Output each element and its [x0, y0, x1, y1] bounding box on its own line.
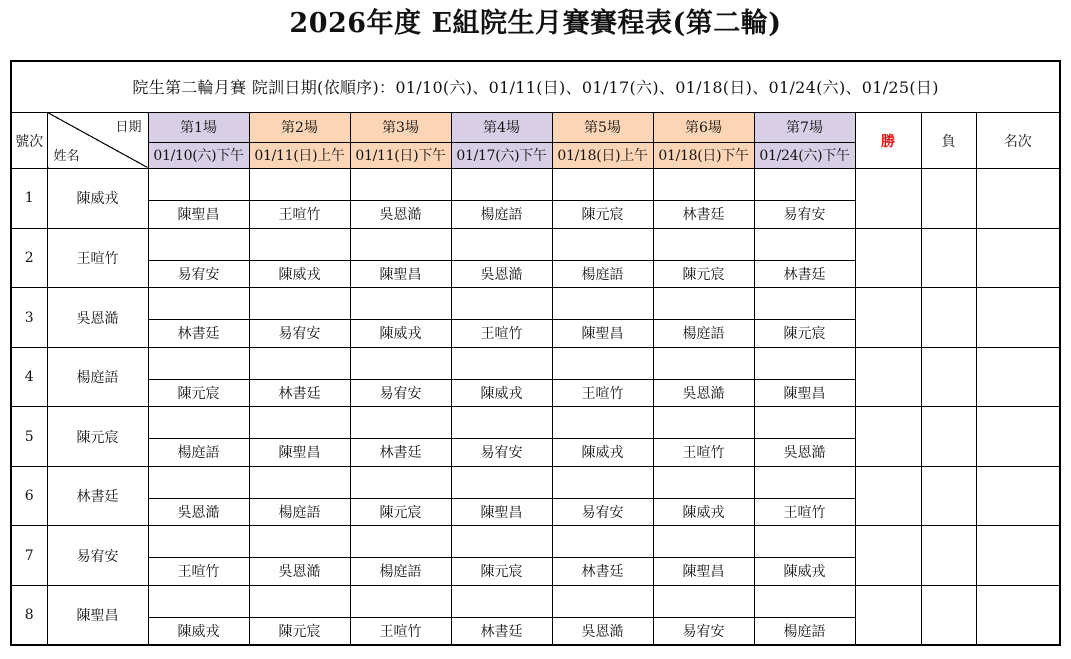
opponent-name: 林書廷 [148, 320, 249, 348]
player-number: 3 [11, 288, 47, 348]
schedule-table [10, 60, 1061, 646]
opponent-name: 吳恩澔 [754, 439, 855, 467]
opponent-name: 陳威戎 [350, 320, 451, 348]
result-cell[interactable] [754, 585, 855, 617]
result-cell[interactable] [552, 228, 653, 260]
result-cell[interactable] [249, 169, 350, 201]
opponent-name: 陳元宸 [653, 260, 754, 288]
opponent-name: 陳元宸 [249, 617, 350, 645]
opponent-name: 楊庭語 [451, 201, 552, 229]
result-cell[interactable] [249, 407, 350, 439]
result-cell[interactable] [249, 347, 350, 379]
player-name: 易宥安 [47, 526, 148, 586]
result-cell[interactable] [653, 347, 754, 379]
result-cell[interactable] [653, 169, 754, 201]
opponent-name: 陳元宸 [451, 558, 552, 586]
losses-cell[interactable] [921, 169, 976, 229]
opponent-name: 王喧竹 [653, 439, 754, 467]
opponent-name: 林書廷 [653, 201, 754, 229]
rank-header: 名次 [976, 112, 1060, 168]
round-header-5: 第5場 [552, 112, 653, 142]
round-header-2: 第2場 [249, 112, 350, 142]
opponent-name: 吳恩澔 [451, 260, 552, 288]
opponent-name: 陳威戎 [552, 439, 653, 467]
player-row [11, 585, 1060, 617]
player-name: 王喧竹 [47, 228, 148, 288]
header-row-rounds [11, 112, 1060, 142]
losses-cell[interactable] [921, 228, 976, 288]
result-cell[interactable] [653, 585, 754, 617]
losses-cell[interactable] [921, 288, 976, 348]
opponent-name: 陳威戎 [754, 558, 855, 586]
result-cell[interactable] [148, 466, 249, 498]
opponent-name: 林書廷 [350, 439, 451, 467]
rank-cell[interactable] [976, 169, 1060, 229]
rank-cell[interactable] [976, 466, 1060, 526]
round-header-7: 第7場 [754, 112, 855, 142]
result-cell[interactable] [350, 526, 451, 558]
result-cell[interactable] [350, 169, 451, 201]
result-cell[interactable] [653, 526, 754, 558]
rank-cell[interactable] [976, 585, 1060, 645]
wins-cell[interactable] [855, 169, 921, 229]
round-header-4: 第4場 [451, 112, 552, 142]
player-name: 林書廷 [47, 466, 148, 526]
opponent-name: 楊庭語 [552, 260, 653, 288]
result-cell[interactable] [451, 407, 552, 439]
result-cell[interactable] [754, 288, 855, 320]
result-cell[interactable] [148, 169, 249, 201]
result-cell[interactable] [754, 347, 855, 379]
opponent-name: 陳聖昌 [653, 558, 754, 586]
opponent-name: 吳恩澔 [148, 498, 249, 526]
player-number: 2 [11, 228, 47, 288]
player-row [11, 228, 1060, 260]
opponent-name: 易宥安 [350, 379, 451, 407]
wins-cell[interactable] [855, 526, 921, 586]
opponent-name: 易宥安 [653, 617, 754, 645]
result-cell[interactable] [754, 407, 855, 439]
opponent-name: 吳恩澔 [653, 379, 754, 407]
result-cell[interactable] [451, 169, 552, 201]
result-cell[interactable] [754, 169, 855, 201]
round-date-5: 01/18(日)上午 [552, 142, 653, 169]
player-number: 1 [11, 169, 47, 229]
player-name: 楊庭語 [47, 347, 148, 407]
round-header-3: 第3場 [350, 112, 451, 142]
losses-cell[interactable] [921, 585, 976, 645]
loss-header: 負 [921, 112, 976, 168]
result-cell[interactable] [451, 347, 552, 379]
player-number: 5 [11, 407, 47, 467]
round-date-6: 01/18(日)下午 [653, 142, 754, 169]
opponent-name: 陳聖昌 [249, 439, 350, 467]
opponent-name: 易宥安 [451, 439, 552, 467]
player-name: 陳威戎 [47, 169, 148, 229]
diag-date-label: 日期 [115, 119, 142, 135]
opponent-name: 易宥安 [552, 498, 653, 526]
wins-cell[interactable] [855, 585, 921, 645]
player-row [11, 288, 1060, 320]
result-cell[interactable] [148, 526, 249, 558]
number-header: 號次 [11, 112, 47, 168]
result-cell[interactable] [350, 288, 451, 320]
result-cell[interactable] [451, 288, 552, 320]
wins-cell[interactable] [855, 347, 921, 407]
rank-cell[interactable] [976, 347, 1060, 407]
result-cell[interactable] [350, 347, 451, 379]
info-row [11, 61, 1060, 112]
opponent-name: 陳元宸 [754, 320, 855, 348]
result-cell[interactable] [249, 288, 350, 320]
opponent-name: 王喧竹 [754, 498, 855, 526]
opponent-name: 楊庭語 [350, 558, 451, 586]
opponent-name: 陳聖昌 [148, 201, 249, 229]
opponent-name: 王喧竹 [552, 379, 653, 407]
losses-cell[interactable] [921, 526, 976, 586]
result-cell[interactable] [653, 407, 754, 439]
result-cell[interactable] [552, 288, 653, 320]
rank-cell[interactable] [976, 228, 1060, 288]
wins-cell[interactable] [855, 466, 921, 526]
round-date-4: 01/17(六)下午 [451, 142, 552, 169]
rank-cell[interactable] [976, 288, 1060, 348]
result-cell[interactable] [552, 347, 653, 379]
opponent-name: 吳恩澔 [350, 201, 451, 229]
opponent-name: 楊庭語 [754, 617, 855, 645]
opponent-name: 陳聖昌 [754, 379, 855, 407]
result-cell[interactable] [552, 585, 653, 617]
opponent-name: 易宥安 [754, 201, 855, 229]
result-cell[interactable] [148, 407, 249, 439]
player-row [11, 407, 1060, 439]
diag-name-label: 姓名 [53, 149, 80, 165]
player-number: 7 [11, 526, 47, 586]
player-number: 4 [11, 347, 47, 407]
result-cell[interactable] [249, 526, 350, 558]
player-name: 吳恩澔 [47, 288, 148, 348]
result-cell[interactable] [451, 466, 552, 498]
opponent-name: 陳元宸 [148, 379, 249, 407]
round-date-3: 01/11(日)下午 [350, 142, 451, 169]
wins-cell[interactable] [855, 228, 921, 288]
result-cell[interactable] [148, 288, 249, 320]
win-header: 勝 [855, 112, 921, 168]
wins-cell[interactable] [855, 407, 921, 467]
result-cell[interactable] [552, 466, 653, 498]
result-cell[interactable] [552, 526, 653, 558]
player-row [11, 169, 1060, 201]
result-cell[interactable] [350, 228, 451, 260]
opponent-name: 易宥安 [249, 320, 350, 348]
player-name: 陳元宸 [47, 407, 148, 467]
losses-cell[interactable] [921, 466, 976, 526]
result-cell[interactable] [451, 585, 552, 617]
opponent-name: 林書廷 [451, 617, 552, 645]
round-date-2: 01/11(日)上午 [249, 142, 350, 169]
opponent-name: 楊庭語 [148, 439, 249, 467]
opponent-name: 楊庭語 [249, 498, 350, 526]
result-cell[interactable] [653, 288, 754, 320]
result-cell[interactable] [653, 228, 754, 260]
opponent-name: 陳威戎 [148, 617, 249, 645]
player-row [11, 347, 1060, 379]
opponent-name: 陳聖昌 [451, 498, 552, 526]
round-date-7: 01/24(六)下午 [754, 142, 855, 169]
result-cell[interactable] [350, 407, 451, 439]
result-cell[interactable] [350, 585, 451, 617]
opponent-name: 楊庭語 [653, 320, 754, 348]
opponent-name: 王喧竹 [451, 320, 552, 348]
opponent-name: 吳恩澔 [552, 617, 653, 645]
opponent-name: 陳聖昌 [350, 260, 451, 288]
result-cell[interactable] [249, 228, 350, 260]
result-cell[interactable] [552, 407, 653, 439]
opponent-name: 林書廷 [754, 260, 855, 288]
losses-cell[interactable] [921, 407, 976, 467]
opponent-name: 王喧竹 [350, 617, 451, 645]
round-header-1: 第1場 [148, 112, 249, 142]
training-dates-info: 院生第二輪月賽 院訓日期(依順序)：01/10(六)、01/11(日)、01/17(六)、01/18(日)、01/24(六)、01/25(日) [11, 61, 1060, 112]
wins-cell[interactable] [855, 288, 921, 348]
opponent-name: 王喧竹 [148, 558, 249, 586]
result-cell[interactable] [754, 526, 855, 558]
player-number: 6 [11, 466, 47, 526]
opponent-name: 林書廷 [249, 379, 350, 407]
result-cell[interactable] [350, 466, 451, 498]
round-header-6: 第6場 [653, 112, 754, 142]
result-cell[interactable] [249, 585, 350, 617]
opponent-name: 易宥安 [148, 260, 249, 288]
opponent-name: 陳元宸 [552, 201, 653, 229]
opponent-name: 陳元宸 [350, 498, 451, 526]
result-cell[interactable] [148, 585, 249, 617]
date-name-diagonal-header [47, 112, 148, 168]
rank-cell[interactable] [976, 407, 1060, 467]
opponent-name: 陳威戎 [653, 498, 754, 526]
result-cell[interactable] [249, 466, 350, 498]
result-cell[interactable] [754, 228, 855, 260]
rank-cell[interactable] [976, 526, 1060, 586]
player-number: 8 [11, 585, 47, 645]
opponent-name: 吳恩澔 [249, 558, 350, 586]
result-cell[interactable] [653, 466, 754, 498]
result-cell[interactable] [754, 466, 855, 498]
opponent-name: 王喧竹 [249, 201, 350, 229]
player-row [11, 466, 1060, 498]
player-row [11, 526, 1060, 558]
result-cell[interactable] [148, 228, 249, 260]
result-cell[interactable] [451, 228, 552, 260]
opponent-name: 陳威戎 [249, 260, 350, 288]
opponent-name: 林書廷 [552, 558, 653, 586]
result-cell[interactable] [148, 347, 249, 379]
opponent-name: 陳威戎 [451, 379, 552, 407]
round-date-1: 01/10(六)下午 [148, 142, 249, 169]
opponent-name: 陳聖昌 [552, 320, 653, 348]
page-title: 2026年度 E組院生月賽賽程表(第二輪) [289, 8, 782, 39]
losses-cell[interactable] [921, 347, 976, 407]
result-cell[interactable] [451, 526, 552, 558]
result-cell[interactable] [552, 169, 653, 201]
player-name: 陳聖昌 [47, 585, 148, 645]
